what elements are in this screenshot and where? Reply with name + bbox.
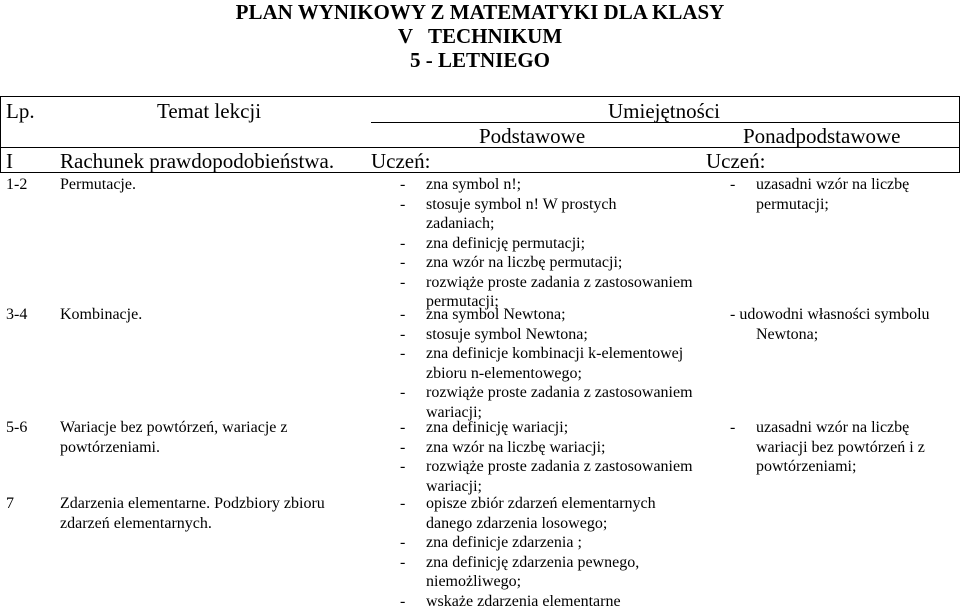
advanced-skills-line: uzasadni wzór na liczbę xyxy=(756,418,925,438)
basic-skills-line: niemożliwego; xyxy=(426,572,656,592)
bullet-dash: - xyxy=(400,592,405,611)
basic-skills-line: permutacji; xyxy=(426,292,693,312)
row-topic-line: Kombinacje. xyxy=(60,305,142,325)
page-title-line-2: V TECHNIKUM xyxy=(0,24,960,48)
table-top-border xyxy=(0,96,960,97)
advanced-skills-line: Newtona; xyxy=(730,325,930,345)
basic-skills-line: zna definicje kombinacji k-elementowej xyxy=(426,344,693,364)
basic-skills xyxy=(400,305,693,422)
bullet-dash: - xyxy=(400,438,405,458)
basic-skills-item xyxy=(400,234,693,254)
basic-skills-line: wskaże zdarzenia elementarne xyxy=(426,592,656,611)
bullet-dash: - xyxy=(400,553,405,573)
bullet-dash: - xyxy=(400,325,405,345)
header-topic: Temat lekcji xyxy=(157,99,261,123)
basic-skills-item xyxy=(400,418,693,438)
row-topic-line: powtórzeniami. xyxy=(60,438,287,458)
basic-skills-line: zna symbol Newtona; xyxy=(426,305,693,325)
bullet-dash: - xyxy=(400,383,405,403)
basic-skills-item xyxy=(400,195,693,234)
section-basic-student: Uczeń: xyxy=(371,149,430,173)
basic-skills-item xyxy=(400,344,693,383)
bullet-dash: - xyxy=(400,494,405,514)
row-lp: 3-4 xyxy=(6,305,27,325)
row-topic-line: Permutacje. xyxy=(60,175,136,195)
basic-skills-item xyxy=(400,438,693,458)
table-left-border xyxy=(0,96,1,172)
section-number: I xyxy=(6,149,13,173)
advanced-skills-item xyxy=(730,175,909,214)
row-topic xyxy=(60,418,287,457)
advanced-skills-item xyxy=(730,418,925,477)
advanced-skills-line: wariacji bez powtórzeń i z xyxy=(756,438,925,458)
basic-skills-line: zadaniach; xyxy=(426,214,693,234)
advanced-skills xyxy=(730,305,930,344)
advanced-skills xyxy=(730,418,925,477)
basic-skills-item xyxy=(400,383,693,422)
basic-skills-line: zna definicję wariacji; xyxy=(426,418,693,438)
basic-skills-line: wariacji; xyxy=(426,477,693,497)
row-lp: 1-2 xyxy=(6,175,27,195)
basic-skills-item xyxy=(400,253,693,273)
bullet-dash: - xyxy=(400,305,405,325)
row-topic-line: Zdarzenia elementarne. Podzbiory zbioru xyxy=(60,494,325,514)
row-topic-line: zdarzeń elementarnych. xyxy=(60,514,325,534)
bullet-dash: - xyxy=(400,533,405,553)
basic-skills-line: stosuje symbol n! W prostych xyxy=(426,195,693,215)
basic-skills-item xyxy=(400,592,656,611)
bullet-dash: - xyxy=(400,175,405,195)
basic-skills-line: zna definicję permutacji; xyxy=(426,234,693,254)
row-topic xyxy=(60,175,136,195)
row-topic-line: Wariacje bez powtórzeń, wariacje z xyxy=(60,418,287,438)
header-basic: Podstawowe xyxy=(479,124,585,148)
bullet-dash: - xyxy=(400,344,405,364)
row-lp: 5-6 xyxy=(6,418,27,438)
section-advanced-student: Uczeń: xyxy=(706,149,765,173)
bullet-dash: - xyxy=(400,234,405,254)
advanced-skills-line: - udowodni własności symbolu xyxy=(730,305,930,325)
basic-skills-line: zna definicję zdarzenia pewnego, xyxy=(426,553,656,573)
basic-skills xyxy=(400,175,693,312)
basic-skills-item xyxy=(400,533,656,553)
basic-skills-item xyxy=(400,553,656,592)
advanced-skills xyxy=(730,175,909,214)
basic-skills-line: danego zdarzenia losowego; xyxy=(426,514,656,534)
section-name: Rachunek prawdopodobieństwa. xyxy=(60,149,334,173)
basic-skills-line: wariacji; xyxy=(426,403,693,423)
basic-skills-line: opisze zbiór zdarzeń elementarnych xyxy=(426,494,656,514)
bullet-dash: - xyxy=(400,195,405,215)
header-advanced: Ponadpodstawowe xyxy=(743,124,900,148)
bullet-dash: - xyxy=(730,418,735,438)
page-title-line-3: 5 - LETNIEGO xyxy=(0,48,960,72)
bullet-dash: - xyxy=(400,457,405,477)
basic-skills xyxy=(400,418,693,496)
advanced-skills-line: powtórzeniami; xyxy=(756,457,925,477)
bullet-dash: - xyxy=(400,418,405,438)
basic-skills-line: rozwiąże proste zadania z zastosowaniem xyxy=(426,457,693,477)
basic-skills-line: zna wzór na liczbę wariacji; xyxy=(426,438,693,458)
basic-skills xyxy=(400,494,656,611)
basic-skills-item xyxy=(400,494,656,533)
basic-skills-item xyxy=(400,175,693,195)
basic-skills-line: zna definicje zdarzenia ; xyxy=(426,533,656,553)
basic-skills-line: zna symbol n!; xyxy=(426,175,693,195)
basic-skills-line: zna wzór na liczbę permutacji; xyxy=(426,253,693,273)
basic-skills-item xyxy=(400,457,693,496)
row-topic xyxy=(60,305,142,325)
page-title-line-1: PLAN WYNIKOWY Z MATEMATYKI DLA KLASY xyxy=(0,0,960,24)
bullet-dash: - xyxy=(730,175,735,195)
row-topic xyxy=(60,494,325,533)
header-lp: Lp. xyxy=(6,99,35,123)
basic-skills-line: rozwiąże proste zadania z zastosowaniem xyxy=(426,273,693,293)
bullet-dash: - xyxy=(400,273,405,293)
basic-skills-line: rozwiąże proste zadania z zastosowaniem xyxy=(426,383,693,403)
basic-skills-item xyxy=(400,325,693,345)
basic-skills-item xyxy=(400,305,693,325)
advanced-skills-line: permutacji; xyxy=(756,195,909,215)
bullet-dash: - xyxy=(400,253,405,273)
row-lp: 7 xyxy=(6,494,14,514)
advanced-skills-item xyxy=(730,305,930,344)
header-skills: Umiejętności xyxy=(608,99,720,123)
basic-skills-line: zbioru n-elementowego; xyxy=(426,364,693,384)
advanced-skills-line: uzasadni wzór na liczbę xyxy=(756,175,909,195)
basic-skills-line: stosuje symbol Newtona; xyxy=(426,325,693,345)
